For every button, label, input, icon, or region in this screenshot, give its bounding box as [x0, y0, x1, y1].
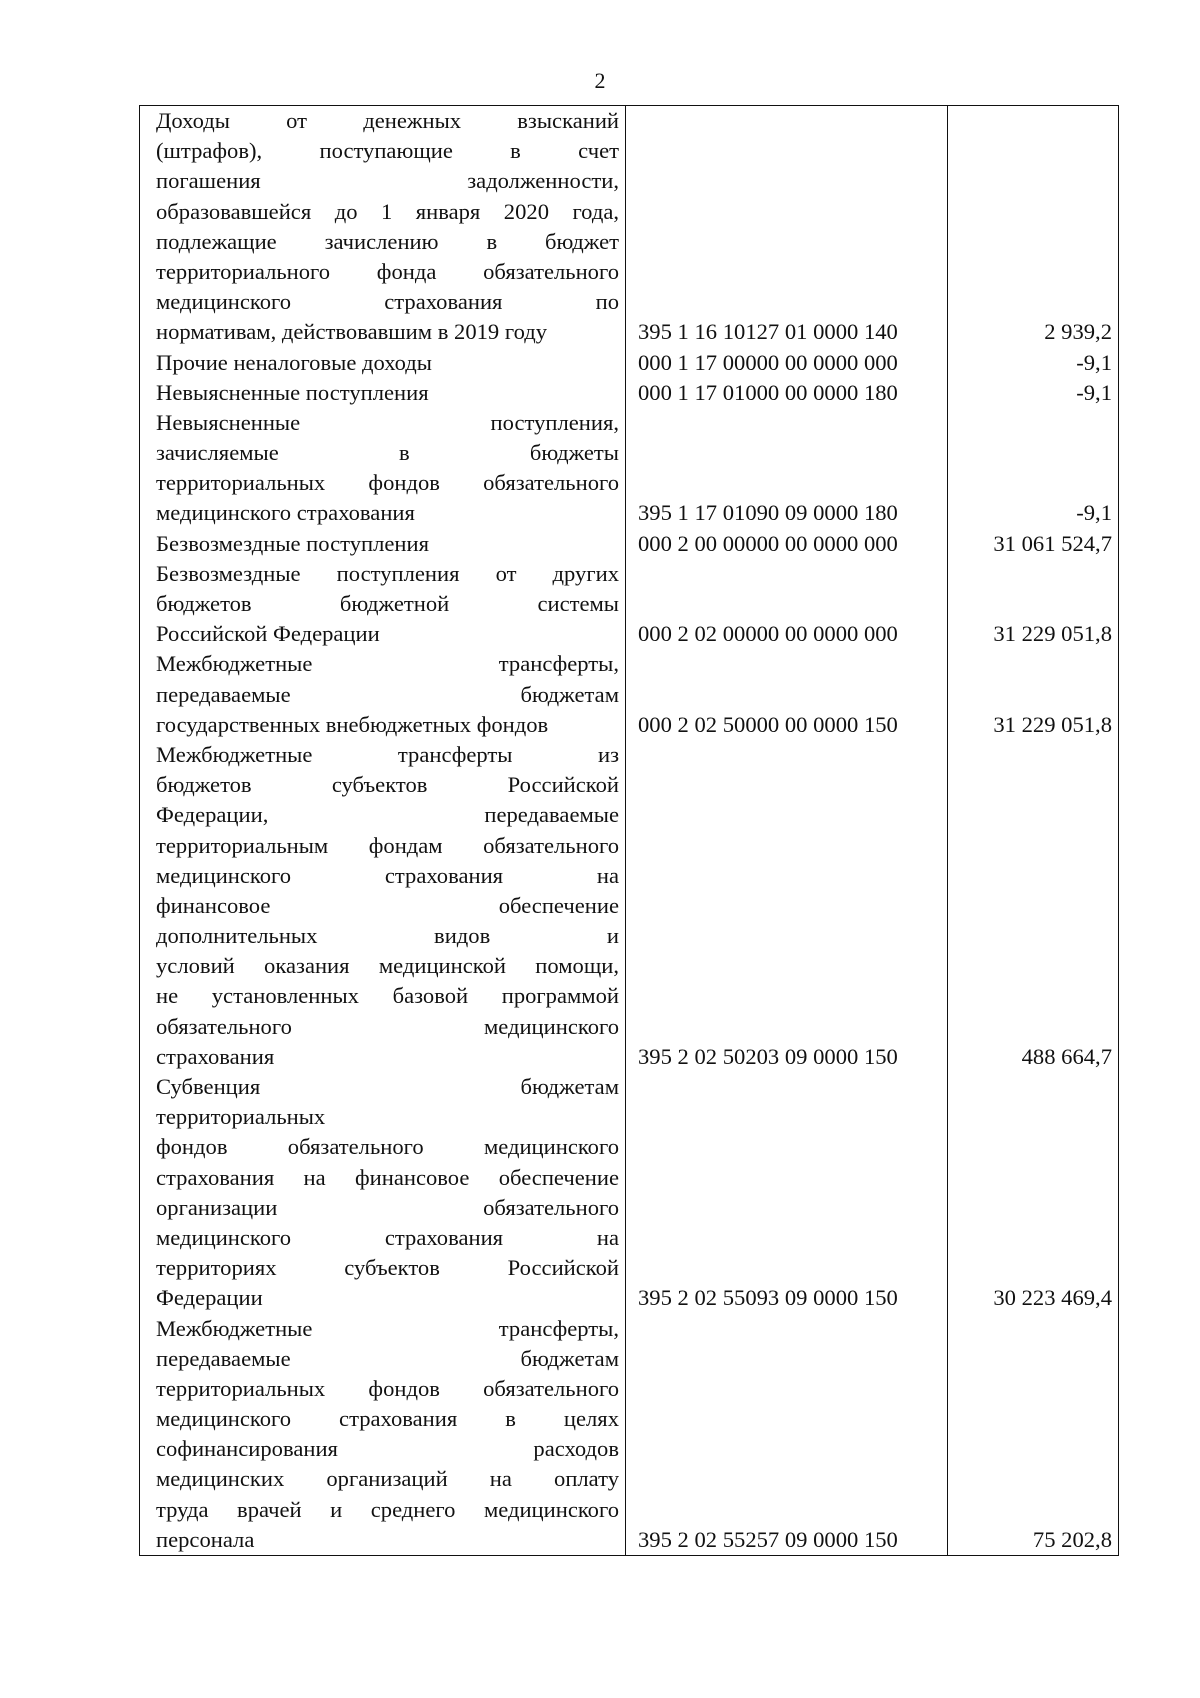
table-row — [140, 106, 1119, 348]
description-line: Российской Федерации — [156, 621, 380, 647]
row-description — [140, 378, 626, 408]
amount: 30 223 469,4 — [948, 1072, 1119, 1314]
amount: 2 939,2 — [948, 106, 1119, 348]
amount: -9,1 — [948, 408, 1119, 529]
table-row — [140, 348, 1119, 378]
table-row — [140, 1314, 1119, 1556]
description-line: Невыясненные поступления — [156, 379, 429, 405]
table-row — [140, 529, 1119, 559]
row-description — [140, 1072, 626, 1314]
description-line: Прочие неналоговые доходы — [156, 349, 432, 375]
amount: 31 229 051,8 — [948, 649, 1119, 740]
page-number: 2 — [594, 68, 606, 93]
table-row — [140, 649, 1119, 740]
budget-code: 000 2 02 50000 00 0000 150 — [626, 649, 948, 740]
budget-code: 395 1 17 01090 09 0000 180 — [626, 408, 948, 529]
row-description — [140, 740, 626, 1072]
description-line: бюджетов бюджетной системы — [156, 591, 619, 617]
description-line: образовавшейся до 1 января 2020 года, — [156, 198, 619, 224]
description-line: Невыясненные поступления, — [156, 409, 619, 435]
row-description — [140, 1314, 626, 1556]
budget-code: 000 1 17 00000 00 0000 000 — [626, 348, 948, 378]
description-line: дополнительных видов и — [156, 923, 619, 949]
description-line: (штрафов), поступающие в счет — [156, 138, 619, 164]
budget-code: 000 1 17 01000 00 0000 180 — [626, 378, 948, 408]
description-line: страхования на финансовое обеспечение — [156, 1164, 619, 1190]
description-line: Межбюджетные трансферты, — [156, 1315, 619, 1341]
description-line: бюджетов субъектов Российской — [156, 772, 619, 798]
description-line: Федерации, передаваемые — [156, 802, 619, 828]
description-line: зачисляемые в бюджеты — [156, 440, 619, 466]
description-line: передаваемые бюджетам — [156, 681, 619, 707]
description-line: территориальным фондам обязательного — [156, 832, 619, 858]
budget-code: 395 2 02 55093 09 0000 150 — [626, 1072, 948, 1314]
description-line: медицинского страхования в целях — [156, 1406, 619, 1432]
budget-code: 395 2 02 55257 09 0000 150 — [626, 1314, 948, 1556]
description-line: нормативам, действовавшим в 2019 году — [156, 319, 548, 345]
description-line: территориального фонда обязательного — [156, 258, 619, 284]
row-description — [140, 529, 626, 559]
description-line: медицинского страхования — [156, 500, 415, 526]
description-line: территориях субъектов Российской — [156, 1255, 619, 1281]
row-description — [140, 106, 626, 348]
description-line: территориальных фондов обязательного — [156, 470, 619, 496]
description-line: передаваемые бюджетам — [156, 1345, 619, 1371]
amount: 75 202,8 — [948, 1314, 1119, 1556]
description-line: фондов обязательного медицинского — [156, 1134, 619, 1160]
description-line: финансовое обеспечение — [156, 892, 619, 918]
budget-code: 000 2 00 00000 00 0000 000 — [626, 529, 948, 559]
description-line: Субвенция бюджетам — [156, 1074, 619, 1100]
description-line: медицинского страхования на — [156, 862, 619, 888]
amount: 31 229 051,8 — [948, 559, 1119, 650]
budget-code: 395 2 02 50203 09 0000 150 — [626, 740, 948, 1072]
description-line: страхования — [156, 1043, 275, 1069]
table-row — [140, 740, 1119, 1072]
description-line: подлежащие зачислению в бюджет — [156, 228, 619, 254]
description-line: не установленных базовой программой — [156, 983, 619, 1009]
description-line: труда врачей и среднего медицинского — [156, 1496, 619, 1522]
amount: -9,1 — [948, 378, 1119, 408]
amount: 31 061 524,7 — [948, 529, 1119, 559]
revenue-table — [139, 105, 1119, 1556]
description-line: государственных внебюджетных фондов — [156, 711, 549, 737]
description-line: территориальных — [156, 1104, 326, 1130]
description-line: Доходы от денежных взысканий — [156, 108, 619, 133]
table-row — [140, 408, 1119, 529]
description-line: медицинского страхования по — [156, 289, 619, 315]
row-description — [140, 559, 626, 650]
amount: 488 664,7 — [948, 740, 1119, 1072]
budget-code: 395 1 16 10127 01 0000 140 — [626, 106, 948, 348]
description-line: софинансирования расходов — [156, 1436, 619, 1462]
description-line: медицинского страхования на — [156, 1224, 619, 1250]
description-line: Межбюджетные трансферты, — [156, 651, 619, 677]
amount: -9,1 — [948, 348, 1119, 378]
description-line: Безвозмездные поступления от других — [156, 560, 619, 586]
description-line: организации обязательного — [156, 1194, 619, 1220]
table-row — [140, 378, 1119, 408]
table-row — [140, 559, 1119, 650]
row-description — [140, 408, 626, 529]
description-line: Безвозмездные поступления — [156, 530, 430, 556]
description-line: Федерации — [156, 1285, 263, 1311]
budget-code: 000 2 02 00000 00 0000 000 — [626, 559, 948, 650]
description-line: медицинских организаций на оплату — [156, 1466, 619, 1492]
description-line: Межбюджетные трансферты из — [156, 741, 619, 767]
description-line: персонала — [156, 1526, 255, 1552]
row-description — [140, 348, 626, 378]
description-line: обязательного медицинского — [156, 1013, 619, 1039]
description-line: территориальных фондов обязательного — [156, 1375, 619, 1401]
description-line: условий оказания медицинской помощи, — [156, 953, 619, 979]
row-description — [140, 649, 626, 740]
table-row — [140, 1072, 1119, 1314]
description-line: погашения задолженности, — [156, 168, 619, 194]
